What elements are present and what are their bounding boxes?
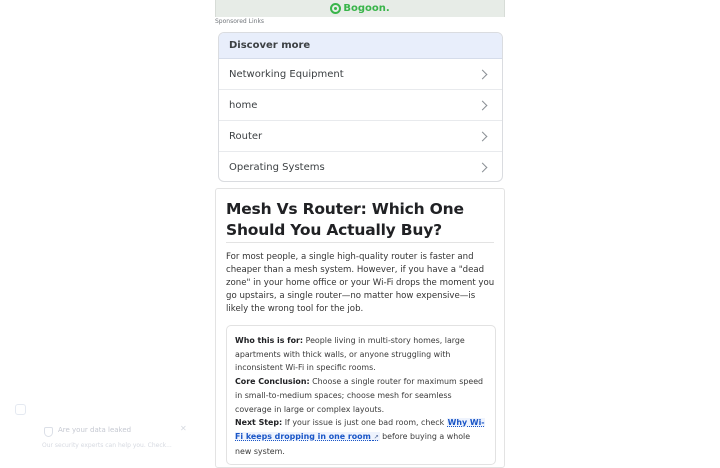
discover-item-label: home (229, 99, 258, 111)
sponsored-label: Sponsored Links (215, 18, 265, 25)
floating-action-icon[interactable] (15, 404, 26, 415)
close-icon[interactable]: ✕ (180, 424, 187, 433)
discover-item-label: Networking Equipment (229, 68, 344, 80)
discover-more-panel (218, 32, 503, 182)
shield-icon (44, 427, 53, 437)
chevron-right-icon (478, 69, 488, 79)
summary-who (235, 334, 487, 375)
discover-item-home[interactable] (219, 90, 502, 121)
security-notice-body: Our security experts can help you. Check... (42, 442, 172, 449)
conclusion-label: Core Conclusion: (235, 377, 310, 387)
discover-item-networking-equipment[interactable] (219, 59, 502, 90)
next-text-after: before buying a whole new system. (235, 431, 471, 456)
security-notice-widget[interactable] (40, 423, 190, 463)
summary-box (226, 325, 496, 465)
who-text: People living in multi-story homes, large apartments with thick walls, or anyone struggling with inconsistent Wi-Fi in specific rooms. (235, 336, 465, 373)
title-divider (226, 242, 494, 243)
summary-next-step (235, 416, 487, 458)
discover-item-label: Operating Systems (229, 161, 325, 173)
who-label: Who this is for: (235, 336, 304, 345)
ad-logo-text: Bogoon. (343, 3, 390, 14)
chevron-right-icon (478, 131, 488, 141)
article-title: Mesh Vs Router: Which One Should You Actually Buy? (226, 200, 464, 239)
external-link-icon: ↗ (373, 433, 379, 441)
wifi-drops-link-text: Why Wi-Fi keeps dropping in one room (235, 418, 485, 441)
article-intro: For most people, a single high-quality router is faster and cheaper than a mesh system. However, if you have a "dead zone" in your home office or your Wi-Fi drops the moment you go upstairs, a single router—no matter how expensive—is likely the wrong tool for the job. (226, 252, 495, 314)
bogoon-logo-icon (330, 3, 341, 14)
next-label: Next Step: (235, 418, 283, 428)
security-notice-title: Are your data leaked (58, 426, 132, 434)
discover-item-operating-systems[interactable] (219, 152, 502, 182)
conclusion-text: Choose a single router for maximum speed in small-to-medium spaces; choose mesh for seamless coverage in large or complex layouts. (235, 377, 484, 414)
chevron-right-icon (478, 162, 488, 172)
article-card (215, 188, 505, 468)
ad-logo[interactable] (330, 3, 389, 14)
discover-item-label: Router (229, 130, 263, 142)
discover-more-heading: Discover more (219, 33, 502, 59)
summary-conclusion (235, 375, 487, 416)
ad-banner[interactable] (215, 0, 505, 17)
chevron-right-icon (478, 100, 488, 110)
discover-item-router[interactable] (219, 121, 502, 152)
next-text-before: If your issue is just one bad room, check (284, 418, 445, 428)
